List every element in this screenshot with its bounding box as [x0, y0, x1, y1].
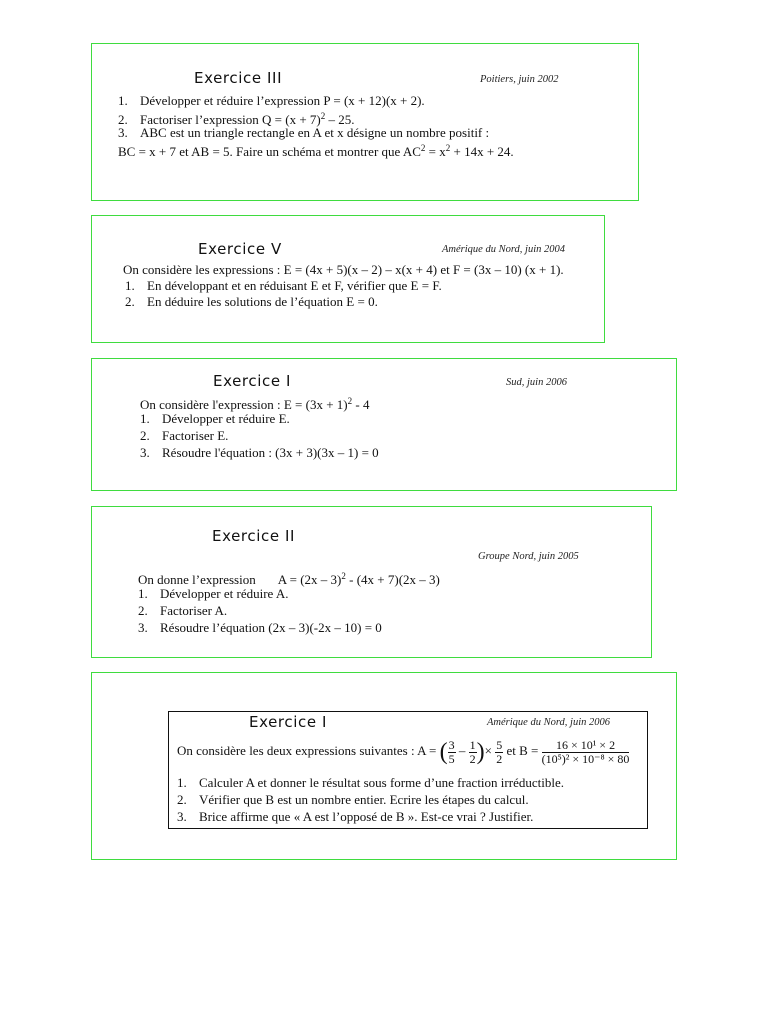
open-paren: (: [439, 739, 448, 766]
exercise-item: 1. Développer et réduire l’expression P = (x + 12)(x + 2).: [118, 93, 425, 108]
exercise-box-2: [91, 215, 605, 343]
exercise-item: 1. Développer et réduire E.: [140, 411, 290, 426]
exercise-item: 2. Vérifier que B est un nombre entier. Ecrire les étapes du calcul.: [177, 792, 529, 807]
exercise-item: 2. En déduire les solutions de l’équation E = 0.: [125, 294, 378, 309]
exercise-title: Exercice I: [213, 372, 292, 390]
exercise-title: Exercice II: [212, 527, 296, 545]
exercise-source: Amérique du Nord, juin 2004: [442, 244, 565, 255]
exercise-item: 3. ABC est un triangle rectangle en A et x désigne un nombre positif :: [118, 125, 490, 140]
fraction: $\frac{5}{2}$: [496, 737, 503, 766]
exercise-item: 2. Factoriser l’expression $Q = (x + 7)^2 - 25$.: [118, 111, 355, 127]
fraction: $\frac{1}{2}$: [469, 737, 476, 766]
exercise-box-5: [91, 672, 677, 860]
exercise-title: Exercice III: [194, 69, 283, 87]
exercise-item: 3. Résoudre l'équation : (3x + 3)(3x – 1) = 0: [140, 445, 379, 460]
exercise-item: 2. Factoriser E.: [140, 428, 229, 443]
exercise-box-3: [91, 358, 677, 491]
exercise-item-continued: BC = x + 7 et AB = 5. Faire un schéma et montrer que $AC^2 = x^2 + 14x + 24$.: [118, 143, 514, 159]
exercise-item: 1. Calculer A et donner le résultat sous forme d’une fraction irréductible.: [177, 775, 564, 790]
exercise-intro: On considère les expressions : E = (4x + 5)(x – 2) – x(x + 4) et F = (3x – 10) (x + 1).: [123, 262, 564, 277]
exercise-intro: On considère l'expression : $E = (3x + 1)^2 - 4$: [140, 396, 370, 412]
exercise-title: Exercice V: [198, 240, 282, 258]
exercise-source: Sud, juin 2006: [506, 377, 567, 388]
exercise-box-4: [91, 506, 652, 658]
exercise-item: 3. Résoudre l’équation (2x – 3)(-2x – 10) = 0: [138, 620, 382, 635]
exercise-title: Exercice I: [249, 713, 328, 731]
exercise-item: 1. En développant et en réduisant E et F, vérifier que E = F.: [125, 278, 442, 293]
exercise-intro: On donne l’expression A = (2x – 3)$^2$ - (4x + 7)(2x – 3): [138, 571, 440, 587]
exercise-item: 3. Brice affirme que « A est l’opposé de B ». Est-ce vrai ? Justifier.: [177, 809, 534, 824]
fraction: $\frac{3}{5}$: [448, 737, 455, 766]
exercise-item: 2. Factoriser A.: [138, 603, 228, 618]
exercise-item: 1. Développer et réduire A.: [138, 586, 289, 601]
exercise-source: Poitiers, juin 2002: [480, 74, 559, 85]
exercise-source: Amérique du Nord, juin 2006: [487, 717, 610, 728]
close-paren: ): [476, 739, 485, 766]
exercise-source: Groupe Nord, juin 2005: [478, 551, 579, 562]
fraction-b: $\frac{\text{16 × 10¹ × 2}}{\text{(10⁵)² × 10⁻⁸ × 80}}$: [541, 737, 630, 766]
exercise-intro: On considère les deux expressions suivantes : A = ( $\frac{3}{5}$ – $\frac{1}{2}$ )× $\frac{5}{2}$ et B = $\frac{\text{16 × 10¹ × 2}}{\text{(10⁵)² × 10⁻⁸ × 80}}$: [177, 737, 630, 766]
exercise-box-1: [91, 43, 639, 201]
exercise-inner-frame: [168, 711, 648, 829]
